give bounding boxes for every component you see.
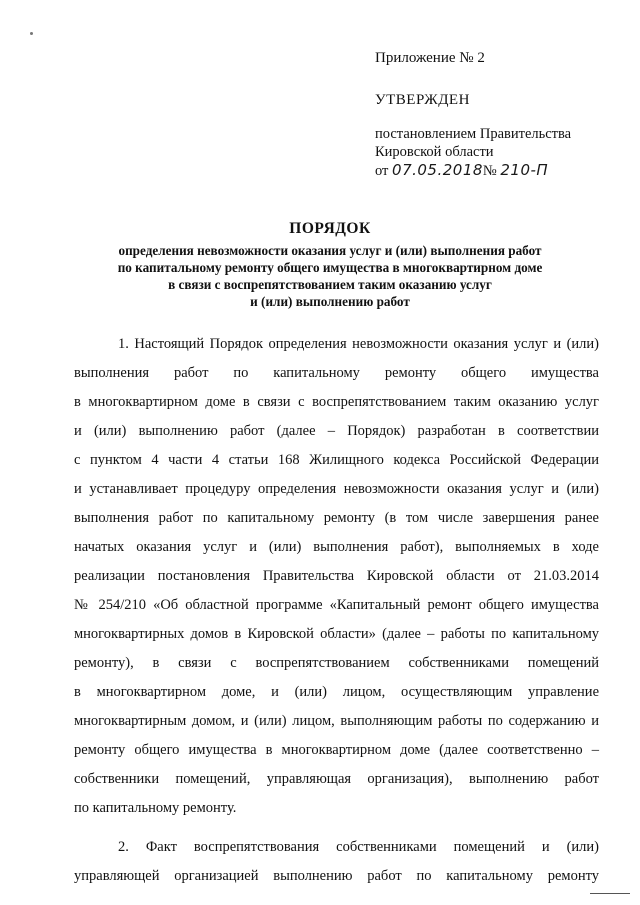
paragraph-1-line: выполнения работ по капитальному ремонту общего имущества (74, 365, 599, 381)
paragraph-1-line: № 254/210 «Об областной программе «Капитальный ремонт общего имущества (74, 597, 599, 613)
heading-line: в связи с воспрепятствованием таким оказанию услуг (168, 277, 492, 292)
approved-label: УТВЕРЖДЕН (375, 92, 470, 108)
heading-line: определения невозможности оказания услуг и (или) выполнения работ (118, 243, 542, 258)
number-sign: № (482, 163, 497, 179)
paragraph-1-line: собственники помещений, управляющая организация), выполнению работ (74, 771, 599, 787)
paragraph-1-line: реализации постановления Правительства Кировской области от 21.03.2014 (74, 568, 599, 584)
paragraph-2-line: 2. Факт воспрепятствования собственниками помещений и (или) (118, 839, 599, 855)
paragraph-2-line: управляющей организацией выполнению работ по капитальному ремонту (74, 868, 599, 884)
date-prefix: от (375, 163, 389, 179)
paragraph-1-line: в многоквартирном доме, и (или) лицом, осуществляющим управление (74, 684, 599, 700)
paragraph-1-line: начатых оказания услуг и (или) выполнения работ), выполняемых в ходе (74, 539, 599, 555)
paragraph-1-line: и устанавливает процедуру определения невозможности оказания услуг и (или) (74, 481, 599, 497)
heading-line: и (или) выполнению работ (250, 294, 410, 309)
decree-date-line (375, 161, 571, 180)
scan-speck (30, 32, 33, 35)
paragraph-1-line: по капитальному ремонту. (74, 800, 237, 816)
heading-line: по капитальному ремонту общего имущества в многоквартирном доме (117, 260, 543, 275)
document-body (74, 330, 599, 891)
paragraph-1-line: 1. Настоящий Порядок определения невозможности оказания услуг и (или) (118, 336, 599, 352)
paragraph-1-line: ремонту общего имущества в многоквартирном доме (далее соответственно – (74, 742, 599, 758)
scan-mark (590, 893, 630, 894)
heading-title: ПОРЯДОК (289, 220, 371, 237)
paragraph-1-line: выполнения работ по капитальному ремонту (в том числе завершения ранее (74, 510, 599, 526)
decree-block (375, 125, 571, 180)
paragraph-1-line: многоквартирным домом, и (или) лицом, выполняющим работы по содержанию и (74, 713, 599, 729)
paragraph-1-line: ремонту), в связи с воспрепятствованием собственниками помещений (74, 655, 599, 671)
handwritten-date: 07.05.2018 (392, 161, 483, 179)
paragraph-1-line: с пунктом 4 части 4 статьи 168 Жилищного кодекса Российской Федерации (74, 452, 599, 468)
paragraph-1-line: многоквартирных домов в Кировской области» (далее – работы по капитальному (74, 626, 599, 642)
handwritten-number: 210-П (500, 161, 549, 179)
document-heading (60, 220, 600, 310)
appendix-label: Приложение № 2 (375, 50, 485, 66)
paragraph-1-line: в многоквартирном доме в связи с воспрепятствованием таким оказанию услуг (74, 394, 599, 410)
decree-line-1: постановлением Правительства (375, 126, 572, 142)
decree-line-2: Кировской области (375, 144, 494, 160)
paragraph-1-line: и (или) выполнению работ (далее – Порядок) разработан в соответствии (74, 423, 599, 439)
